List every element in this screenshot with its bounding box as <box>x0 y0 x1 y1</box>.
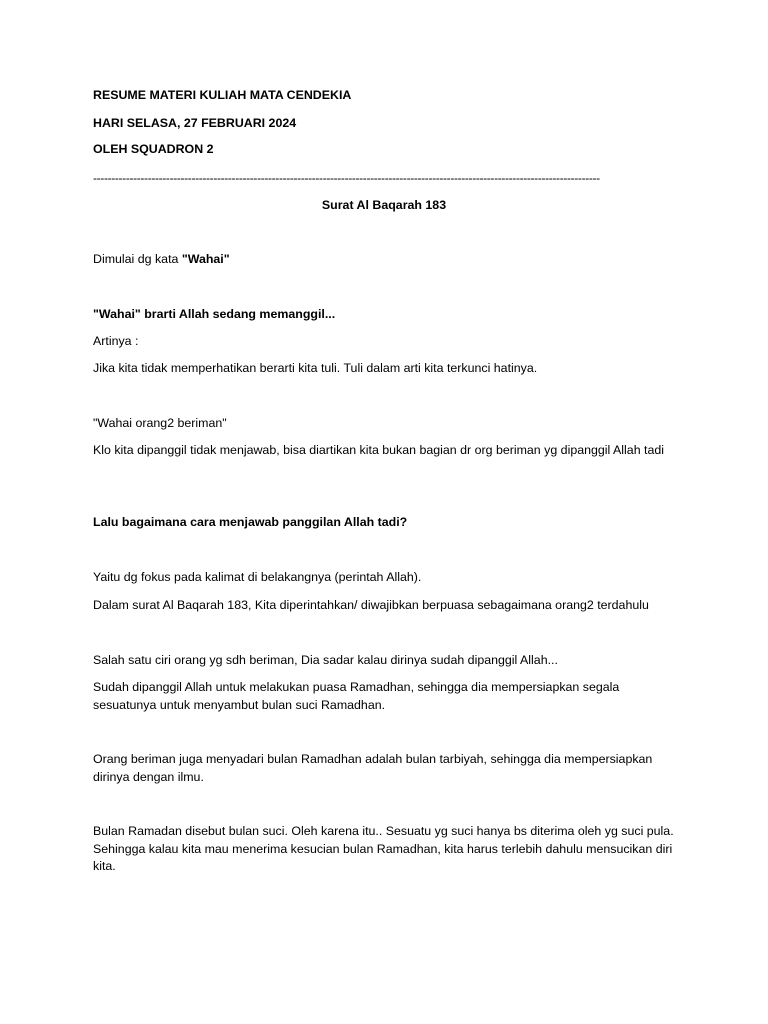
paragraph-8: Yaitu dg fokus pada kalimat di belakangnya (perintah Allah). <box>93 570 422 584</box>
paragraph-4: Jika kita tidak memperhatikan berarti kita tuli. Tuli dalam arti kita terkunci hatinya. <box>93 361 538 375</box>
dashed-divider: ------------------------------------------------------------------------------------------------------------------------------------------- <box>93 171 600 185</box>
document-author: OLEH SQUADRON 2 <box>93 142 214 156</box>
paragraph-1-bold: "Wahai" <box>181 252 230 266</box>
paragraph-5: "Wahai orang2 beriman" <box>93 416 227 430</box>
paragraph-1-text: Dimulai dg kata <box>93 252 182 266</box>
paragraph-11: Sudah dipanggil Allah untuk melakukan puasa Ramadhan, sehingga dia mempersiapkan segala sesuatunya untuk menyambut bulan suci Ramadhan. <box>93 680 620 712</box>
paragraph-12: Orang beriman juga menyadari bulan Ramadhan adalah bulan tarbiyah, sehingga dia mempersiapkan dirinya dengan ilmu. <box>93 752 653 784</box>
paragraph-10: Salah satu ciri orang yg sdh beriman, Dia sadar kalau dirinya sudah dipanggil Allah... <box>93 653 558 667</box>
section-title: Surat Al Baqarah 183 <box>321 198 447 212</box>
document-title: RESUME MATERI KULIAH MATA CENDEKIA <box>93 88 352 102</box>
paragraph-1 <box>93 251 683 269</box>
paragraph-3: Artinya : <box>93 334 139 348</box>
paragraph-9: Dalam surat Al Baqarah 183, Kita diperintahkan/ diwajibkan berpuasa sebagaimana orang2 terdahulu <box>93 598 649 612</box>
paragraph-13: Bulan Ramadan disebut bulan suci. Oleh karena itu.. Sesuatu yg suci hanya bs diterima oleh yg suci pula. Sehingga kalau kita mau menerima kesucian bulan Ramadhan, kita harus terlebih dahulu mensucikan diri kita. <box>93 824 674 873</box>
paragraph-2: "Wahai" brarti Allah sedang memanggil... <box>93 307 336 321</box>
document-date: HARI SELASA, 27 FEBRUARI 2024 <box>93 116 297 130</box>
paragraph-6: Klo kita dipanggil tidak menjawab, bisa diartikan kita bukan bagian dr org beriman yg dipanggil Allah tadi <box>93 443 665 457</box>
paragraph-7: Lalu bagaimana cara menjawab panggilan Allah tadi? <box>93 515 408 529</box>
